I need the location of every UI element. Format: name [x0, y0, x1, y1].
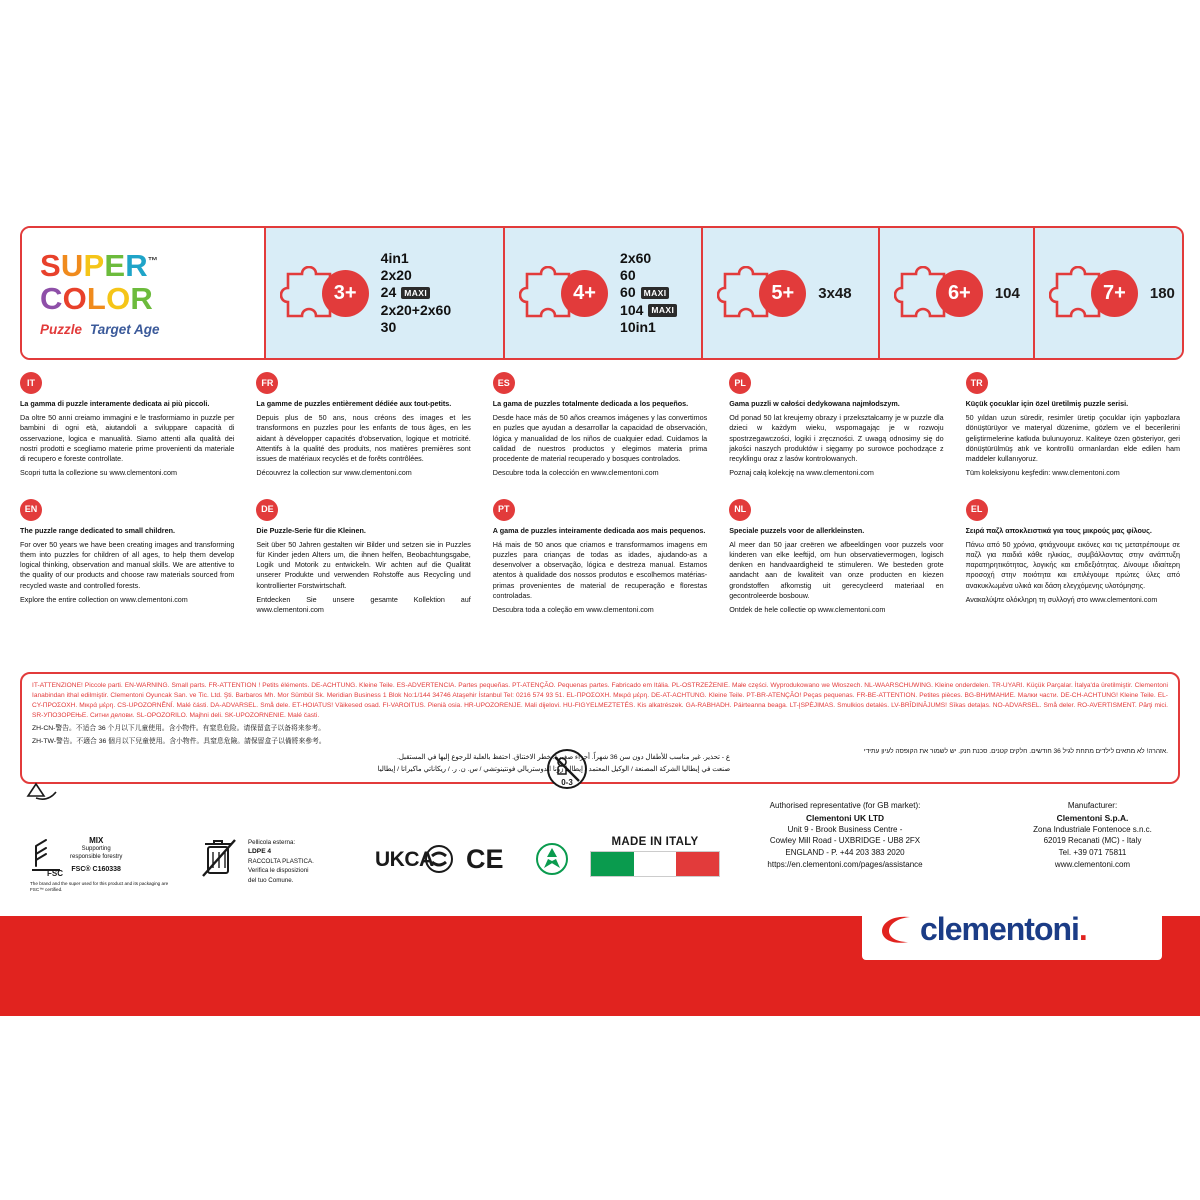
ce-mark: CE [466, 844, 504, 874]
description-body: Depuis plus de 50 ans, nous créons des images et les transformons en puzzles pour les enfants de tous âges, en les aidant à développer capacités d'observation, logique et motricité. Attentifs à la qualité des produits, nos matières premières sont issues de matériaux recyclés et de forêts contrôlées. [256, 413, 471, 464]
description-link[interactable]: Ontdek de hele collectie op www.clementoni.com [729, 605, 886, 615]
description-body: Desde hace más de 50 años creamos imágenes y las convertimos en puzles que ayudan a desarrollar la capacidad de observación, lógica y manualidad de los niños de cualquier edad. Cuidamos la calidad de nuestros productos y elegimos materia prima procedente de material recuperado y bosques controlados. [492, 413, 708, 464]
green-dot-icon [424, 844, 454, 874]
language-tag-tr: TR [966, 372, 988, 394]
warning-ar-line2: صنعت في إيطاليا الشركة المصنعة / الوكيل المعتمد / إيطاليا زونا اندوستريالي فونتينوتشي / س. ن. ر. / ريكاناتي ماكيراتا / إيطاليا [377, 765, 730, 773]
plastic-line2: LDPE 4 [248, 848, 272, 856]
warning-zh-tw: ZH-TW-警告。不適合 36 個月以下兒童使用。含小物件。具窒息危險。請保留盒子以備將來參考。 [32, 738, 326, 746]
description-body: Πάνω από 50 χρόνια, φτιάχνουμε εικόνες και τις μετατρέπουμε σε παζλ για παιδιά κάθε ηλικίας, συμβάλλοντας στην ανάπτυξη παρατηρητικότητας, λογικής και επιδεξιότητας. Δίνουμε ιδιαίτερη προσοχή στην ποιότητα και επιλέγουμε πρώτες ύλες από ανακυκλωμένα υλικά και δάση ελεγχόμενης υλοτόμησης. [965, 539, 1180, 590]
description-it [20, 372, 234, 483]
description-el [966, 499, 1180, 620]
description-headline: Die Puzzle-Serie für die Kleinen. [256, 525, 366, 535]
fsc-certification-block [30, 836, 175, 893]
description-link[interactable]: Descubre toda la colección en www.clementoni.com [492, 468, 659, 478]
supercolor-logo [40, 247, 160, 337]
description-link[interactable]: Descubra toda a coleção em www.clementoni.com [492, 605, 654, 615]
description-body: Od ponad 50 lat kreujemy obrazy i przekształcamy je w puzzle dla dzieci w każdym wieku, wspomagając je w rozwoju spostrzegawczości, logiki i zręczności. Z uwagą odnosimy się do jakości naszych produktów i sięgamy po surowce pochodzące z recyklingu oraz z lasów kontrolowanych. [729, 413, 944, 464]
description-link[interactable]: Tüm koleksiyonu keşfedin: www.clementoni.com [965, 468, 1120, 478]
description-body: 50 yıldan uzun süredir, resimler üretip çocuklar için yapbozlara dönüştürüyor ve materyal düzenime, gözlem ve el becerilerini geliştirmelerine katkıda bulunuyoruz. Kaliteye özen gösteriyor, geri dönüştürülmüş atık ve kontrollü ormanlardan elde edilen ham maddeler kullanıyoruz. [965, 413, 1180, 464]
language-tag-fr: FR [256, 372, 278, 394]
certification-icons-row [20, 828, 1180, 906]
age-badge-4plus: 4+ [561, 270, 608, 317]
representative-website[interactable]: https://en.clementoni.com/pages/assistance [767, 859, 923, 869]
count-value: 4in1 [380, 249, 409, 266]
description-body: Há mais de 50 anos que criamos e transformamos imagens em puzzles para crianças de todas as idades, ajudando-as a desenvolver a observação, lógica e destreza manual. Estamos atentos à qualidade dos nossos produtos e escolhemos matérias-primas provenientes de material de recuperação e florestas controladas. [492, 539, 708, 600]
age-cell-7plus [1035, 228, 1182, 358]
warning-ar-block [330, 752, 730, 775]
language-tag-el: EL [966, 499, 988, 521]
plastic-recycling-info [248, 838, 314, 885]
manufacturer-line2: 62019 Recanati (MC) - Italy [1043, 836, 1142, 846]
language-tag-nl: NL [729, 499, 751, 521]
description-headline: Speciale puzzels voor de allerkleinsten. [729, 525, 865, 535]
count-value: 60 [620, 266, 636, 283]
fsc-tree-icon [30, 836, 64, 876]
count-value: 60 [620, 284, 636, 301]
representative-line2: Cowley Mill Road - UXBRIDGE - UB8 2FX [769, 836, 921, 846]
description-body: Al meer dan 50 jaar creëren we afbeeldingen voor puzzels voor kinderen van elke leeftijd, om hun observatievermogen, logisch denken en handvaardigheid te stimuleren. We besteden grote aandacht aan de kwaliteit van onze producten en kiezen grondstoffen afkomstig uit gerecycleerd materiaal en gecontroleerde bosbouw. [729, 539, 944, 600]
fsc-code: FSC® C160338 [71, 865, 121, 873]
target-age-bar [20, 226, 1184, 360]
age-cell-6plus [880, 228, 1035, 358]
brand-dot: . [1078, 910, 1087, 947]
description-headline: Σειρά παζλ αποκλειστικά για τους μικρούς μας φίλους. [965, 525, 1152, 535]
description-link[interactable]: Scopri tutta la collezione su www.clementoni.com [20, 468, 177, 478]
representative-line3: ENGLAND - P. +44 203 383 2020 [785, 847, 905, 857]
language-tag-es: ES [493, 372, 515, 394]
svg-text:FSC: FSC [47, 869, 63, 876]
plastic-line3: RACCOLTA PLASTICA. [248, 858, 314, 866]
representative-line1: Unit 9 - Brook Business Centre - [787, 824, 903, 834]
description-fr [256, 372, 470, 483]
description-link[interactable]: Découvrez la collection sur www.clementoni.com [256, 468, 412, 478]
warning-zh-cn: ZH-CN-警告。不适合 36 个月以下儿童使用。含小物件。有窒息危险。请保留盒子以备将来参考。 [32, 724, 326, 732]
logo-subtitle-target-age: Target Age [90, 321, 160, 337]
age-cell-5plus [703, 228, 880, 358]
recycle-loop-icon [22, 778, 66, 804]
manufacturer-line1: Zona Industriale Fontenoce s.n.c. [1033, 824, 1152, 834]
plastic-line1: Pellicola esterna: [248, 839, 296, 846]
description-link[interactable]: Explore the entire collection on www.clementoni.com [20, 594, 188, 604]
age-badge-6plus: 6+ [936, 270, 983, 317]
maxi-tag: MAXI [648, 304, 677, 317]
description-tr [966, 372, 1180, 483]
age-badge-3plus: 3+ [322, 270, 369, 317]
language-tag-it: IT [20, 372, 42, 394]
language-tag-de: DE [256, 499, 278, 521]
fsc-text-block [70, 836, 122, 874]
age-cell-3plus [266, 228, 505, 358]
fsc-mix-label: MIX [89, 836, 104, 845]
description-body: For over 50 years we have been creating images and transforming them into puzzles for children of all ages, to help them develop logical thinking, observation and manual skills. We are attentive to the quality of our products and choose raw materials sourced from recycled waste and controlled forests. [20, 539, 235, 590]
manufacturer-website[interactable]: www.clementoni.com [1054, 859, 1131, 869]
plastic-line5: del tuo Comune. [248, 876, 294, 884]
description-pl [729, 372, 943, 483]
trademark-symbol: ™ [147, 256, 159, 268]
logo-line-color: COLOR [40, 280, 153, 316]
count-value: 2x20 [380, 266, 412, 283]
ukca-mark: UKCA [375, 848, 434, 871]
description-link[interactable]: Poznaj całą kolekcję na www.clementoni.com [729, 468, 874, 478]
description-body: Seit über 50 Jahren gestalten wir Bilder und setzen sie in Puzzles für Kinder jeden Alters um, die ihnen helfen, Beobachtungsgabe, Logik und Motorik zu entwickeln. Wir achten auf die Qualität unserer Produkte und verwenden Rohstoffe aus Recycling und kontrollierter Forstwirtschaft. [256, 539, 471, 590]
description-link[interactable]: Ανακαλύψτε ολόκληρη τη συλλογή στο www.clementoni.com [965, 594, 1158, 604]
manufacturer-company: Clementoni S.p.A. [1056, 812, 1129, 823]
count-value: 10in1 [620, 319, 656, 336]
clementoni-swoosh-icon [876, 909, 916, 949]
age-cell-4plus [505, 228, 703, 358]
warning-multilingual-text: IT-ATTENZIONE! Piccole parti. EN-WARNING. Small parts. FR-ATTENTION ! Petits éléments. DE-ACHTUNG. Kleine Teile. ES-ADVERTENCIA. Partes pequeñas. PT-ATENÇÃO. Pequenas partes. Fabricado em Itália. PL-OSTRZEŻENIE. Małe części. Wyprodukowano we Włoszech. NL-WAARSCHUWING. Kleine onderdelen. TR-UYARI. Küçük Parçalar. İtalya'da üretilmiştir. Clementoni Ianabindan ithal edilmiştir. Clementoni Oyuncak San. ve Tic. Ltd. Şti. Barbaros Mh. Mor Sümbül Sk. Meridian Business 1 Blok No:1/144 34746 Ataşehir İstanbul Tel: 0216 574 93 51. EL-ΠΡΟΣΟΧΗ. Μικρά μέρη. DE-AT-ACHTUNG. Kleine Teile. PT-BR-ATENÇÃO! Peças pequenas. FR-BE-ATTENTION. Petites pièces. BG-ВНИМАНИЕ. Малки части. DE-CH-ACHTUNG! Kleine Teile. EL-CY-ΠΡΟΣΟΧΗ. Μικρά μέρη. CS-UPOZORNĚNÍ. Malé části. DA-ADVARSEL. Små dele. ET-HOIATUS! Väikesed osad. FI-VAROITUS. Pieniä osia. HR-UPOZORENJE. Mali dijelovi. HU-FIGYELMEZTETÉS. Kis alkatrészek. GA-RABHADH. Páirteanna beaga. LT-ĮSPĖJIMAS. Smulkios detalės. LV-BRĪDINĀJUMS! Sīkas detaļas. NO-ADVARSEL. Små deler. RO-AVERTISMENT. Părţi mici. SR-УПОЗОРЕЊЕ. Ситни делови. SL-OPOZORILO. Majhni deli. SK-UPOZORNENIE. Malé časti. [32, 682, 1168, 719]
warning-ar-line1: ع - تحذير. غير مناسب للأطفال دون سن 36 شهراً. أجزاء صغيرة. خطر الاختناق. احتفظ بالعلبة للرجوع إليها في المستقبل. [397, 754, 730, 761]
warning-he: אזהרה! לא מתאים לילדים מתחת לגיל 36 חודשים. חלקים קטנים. סכנת חנק. יש לשמור את הקופסה לעיון עתידי. [863, 748, 1168, 756]
crossed-out-wheelie-bin-icon [200, 834, 238, 880]
age-badge-7plus: 7+ [1091, 270, 1138, 317]
description-headline: Küçük çocuklar için özel üretilmiş puzzle serisi. [965, 399, 1129, 408]
italian-flag-icon [590, 851, 720, 877]
piece-counts-6plus: 104 [994, 284, 1020, 302]
piece-counts-4plus [620, 250, 677, 337]
description-headline: La gama de puzzles totalmente dedicada a los pequeños. [492, 399, 689, 408]
piece-counts-3plus [381, 250, 451, 337]
description-link[interactable]: Entdecken Sie unsere gesamte Kollektion auf www.clementoni.com [256, 594, 471, 615]
piece-counts-5plus: 3x48 [818, 284, 852, 302]
description-pt [493, 499, 707, 620]
representative-company: Clementoni UK LTD [805, 812, 884, 823]
count-value: 2x20+2x60 [380, 301, 452, 318]
plastic-line4: Verifica le disposizioni [248, 867, 309, 875]
description-headline: La gamma di puzzle interamente dedicata ai più piccoli. [20, 399, 210, 408]
manufacturer-phone: Tel. +39 071 75811 [1058, 847, 1127, 857]
language-tag-en: EN [20, 499, 42, 521]
description-headline: La gamme de puzzles entièrement dédiée aux tout-petits. [256, 399, 452, 408]
piece-counts-7plus: 180 [1149, 284, 1175, 302]
svg-text:0-3: 0-3 [561, 778, 573, 787]
description-headline: A gama de puzzles inteiramente dedicada aos mais pequenos. [492, 525, 706, 535]
made-in-italy-block [590, 836, 720, 877]
clementoni-logo [862, 898, 1162, 960]
manufacturer-title: Manufacturer: [1067, 801, 1118, 810]
description-en [20, 499, 234, 620]
count-value: 2x60 [620, 249, 652, 266]
description-de [256, 499, 470, 620]
logo-subtitle-puzzle: Puzzle [40, 321, 83, 337]
fsc-desc-line2: responsible forestry [70, 854, 123, 861]
brand-name-text: clementoni [920, 910, 1079, 947]
description-body: Da oltre 50 anni creiamo immagini e le trasformiamo in puzzle per bambini di ogni età, aiutandoli a sviluppare capacità di osservazione, logica e manualità. Siamo attenti alla qualità dei nostri prodotti e scegliamo materie prime provenienti da materiale di recupero e foreste controllate. [20, 413, 235, 464]
representative-title: Authorised representative (for GB market): [769, 801, 921, 810]
supercolor-logo-cell [22, 228, 266, 358]
fsc-desc-line1: Supporting [81, 846, 111, 853]
clementoni-wordmark [920, 911, 1087, 948]
maxi-tag: MAXI [641, 287, 670, 300]
fsc-footnote: The brand and the super used for this product and its packaging are FSC™ certified. [30, 881, 169, 892]
logo-line-super: SUPER™ [40, 247, 159, 283]
age-badge-5plus: 5+ [759, 270, 806, 317]
description-headline: The puzzle range dedicated to small children. [20, 525, 175, 535]
description-nl [729, 499, 943, 620]
multilingual-description-grid [20, 372, 1180, 619]
logo-subtitle [40, 323, 160, 337]
description-es [493, 372, 707, 483]
description-headline: Gama puzzli w całości dedykowana najmłodszym. [729, 399, 900, 408]
count-value: 24 [380, 284, 397, 301]
language-tag-pt: PT [493, 499, 515, 521]
count-value: 30 [380, 319, 397, 336]
triman-recycling-icon [535, 842, 569, 876]
language-tag-pl: PL [729, 372, 751, 394]
maxi-tag: MAXI [401, 287, 430, 300]
count-value: 104 [620, 301, 644, 318]
made-in-italy-label: MADE IN ITALY [611, 836, 699, 848]
